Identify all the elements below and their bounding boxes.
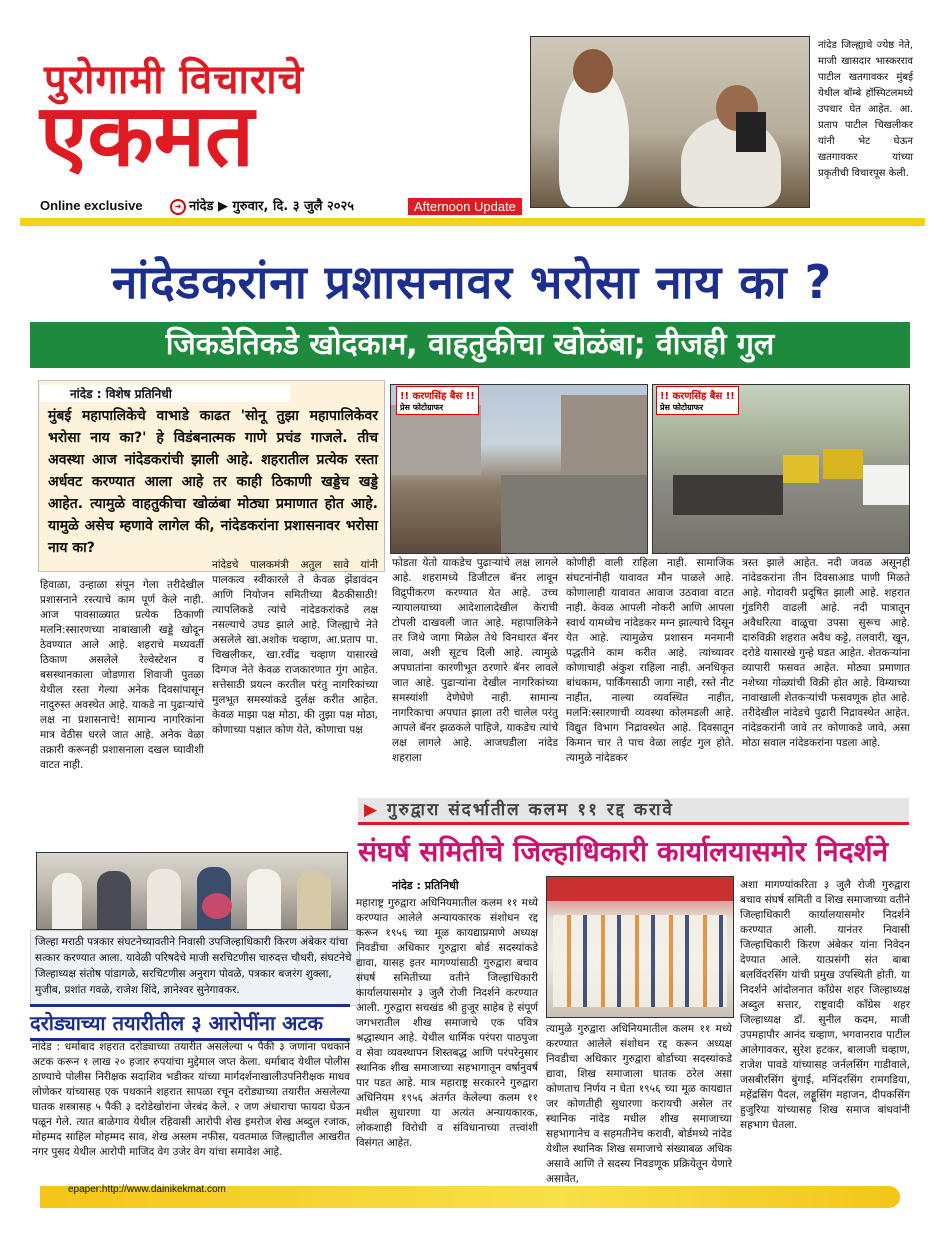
article-column-5: त्रस्त झाले आहेत. नदी जवळ असूनही नांदेडकरांना तीन दिवसाआड पाणी मिळते आहे. गोदावरी प्रदूषित झाली आहे. शहरात गुंडगिरी वाढली आहे. नदी पात्रातून अवैधरित्या वाळूचा उपसा सुरूच आहे. दारुविक्री शहरात अवैध कट्टे, तलवारी, खून, दरोडे यासारखे गुन्हे घडत आहेत. शेतकऱ्यांना व्यापारी फसवत आहेत. मोठ्या प्रमाणात नशेच्या गोळ्यांची विक्री होत आहे. विम्याच्या नावाखाली शेतकऱ्यांची फसवणूक होत आहे. तरीदेखील नांदेडचे पुढारी निद्रावस्थेत आहेत. नांदेडकरांनी जावे तर कोणाकडे जावे, असा मोठा सवाल नांदेडकरांना पडला आहे. — [742, 557, 910, 749]
masthead-tagline: पुरोगामी विचाराचे — [44, 57, 305, 103]
group-person-5 — [247, 869, 281, 929]
protest-crowd — [553, 915, 727, 1007]
photographer-name: !! करणसिंह बैस !! — [400, 391, 475, 402]
top-photo-caption: नांदेड जिल्ह्याचे ज्येष्ठ नेते, माजी खासदार भास्करराव पाटील खतगावकर मुंबई येथील बॉम्बे हॉस्पिटलमध्ये उपचार घेत आहेत. आ. प्रताप पाटील चिखलीकर यांनी भेट घेऊन खतगावकर यांच्या प्रकृतीची विचारपूस केली. — [818, 40, 913, 179]
road-surface — [501, 475, 647, 553]
photographer-name-2: !! करणसिंह बैस !! — [660, 391, 735, 402]
article-column-1: हिवाळा, उन्हाळा संपून गेला तरीदेखील प्रशासनाने रस्त्याचे काम पूर्ण केले नाही. आज पावसाळ्यात प्रत्येक ठिकाणी मलनि:स्सारणच्या नाबाखाली खड्डे खोदून ठेवण्यात आले आहे. शहराचे मध्यवर्ती ठिकाण असलेले रेल्वेस्टेशन व बसस्थानकाला जोडणारा शिवाजी पुतळा येथील रस्ता गेल्या अनेक दिवसांपासून नादुरुस्त अवस्थेत आहे. याकडे ना पुढाऱ्यांचे लक्ष ना प्रशासनाचे! सामान्य नागरिकांना मात्र वेठीस धरले जात आहे. अनेक वेळा तक्रारी करूनही प्रशासनाला दखल घ्यावीशी वाटत नाही. — [40, 579, 204, 771]
photographer-role: प्रेस फोटोग्राफर — [400, 403, 444, 412]
rickshaw-2 — [823, 449, 863, 479]
afternoon-update-badge: Afternoon Update — [408, 198, 522, 215]
lead-paragraph: मुंबई महापालिकेचे वाभाडे काढत 'सोनू तुझा महापालिकेवर भरोसा नाय का?' हे विडंबनात्मक गाणे प्रचंड गाजले. तीच अवस्था आज नांदेडकरांची झाली आहे. शहरातील प्रत्येक रस्ता अर्धवट करण्यात आला आहे तर काही ठिकाणी खड्डेच खड्डे आहेत. त्यामुळे वाहतुकीचा खोळंबा मोठ्या प्रमाणात होत आहे. यामुळे असेच म्हणावे लागेल की, नांदेडकरांना प्रशासनावर भरोसा नाय का? — [48, 408, 378, 556]
top-hospital-photo — [530, 36, 810, 208]
article-column-4: कोणीही वाली राहिला नाही. सामाजिक संघटनांनीही यावावत मौन पाळले आहे. कोणालाही यावावत आवाज उठवावा वाटत नाही. केवळ आपली नोकरी आणि आपला स्वार्थ यामध्येच नांदेडकर मग्न झाल्याचे दिसून येत आहे. त्यामुळेच प्रशासन मनमानी पद्धतीने काम करीत आहे. त्यांच्यावर कोणाचाही अंकुश राहिला नाही. अनधिकृत बांधकाम, पार्किंगसाठी जागा नाही, रस्ते नीट नाहीत, नाल्या व्यवस्थित नाहीत, मलनि:स्सारणाची व्यवस्था कोलमडली आहे. विद्युत विभाग निद्रावस्थेत आहे. दिवसातून किमान चार ते पाच वेळा लाईट गुल होते. त्यामुळे नांदेडकर — [566, 557, 734, 764]
arrest-story: नांदेड : धर्माबाद शहरात दरोड्याच्या तयारीत असलेल्या ५ पैकी ३ जणांना पथकाने अटक करून १ लाख २० हजार रुपयांचा मुद्देमाल जप्त केला. धर्माबाद येथील पोलीस ठाण्याचे पोलीस निरीक्षक सदाशिव भडीकर यांच्या मार्गदर्शनाखालीउपनिरीक्षक माधव लोणेकर यांच्यासह एक पथकाने शहरात सापळा रचून दरोड्याच्या तयारीत असलेल्या घातक शस्त्रासह ५ पैकी ३ दरोडेखोरांना जेरबंद केले. २ जण अंधाराचा फायदा घेऊन पळून गेले. त्यात बाळेगाव येथील रहिवासी आरोपी शेख इमरोज शेख अब्दुल रजाक, मोहम्मद साहिल मोहम्मद साव, शेख अस्लम नफीस, यवतमाळ जिल्ह्यातील आखरीत नगर पुसद येथील आरोपी माजिद वेग उजेर वेग यांचा समावेश आहे. — [32, 1041, 350, 1158]
protest-photo — [546, 876, 734, 1018]
building-right — [561, 395, 647, 475]
arrest-headline: दरोड्याच्या तयारीतील ३ आरोपींना अटक — [30, 1004, 350, 1041]
date-text: नांदेड ▶ गुरुवार, दि. ३ जुलै २०२५ — [189, 199, 355, 214]
sub-headline: जिकडेतिकडे खोदकाम, वाहतुकीचा खोळंबा; वीजही गुल — [30, 322, 910, 368]
lead-byline: नांदेड : विशेष प्रतिनिधी — [40, 385, 290, 402]
photographer-role-2: प्रेस फोटोग्राफर — [660, 403, 704, 412]
masthead-divider — [20, 218, 925, 226]
gurudwara-kicker — [358, 798, 909, 825]
journalists-group-photo — [36, 852, 348, 930]
car-white — [863, 465, 909, 505]
article-column-3: फोडता येतो याकडेच पुढाऱ्यांचे लक्ष लागले आहे. शहरामध्ये डिजीटल बॅनर लावून विद्रुपीकरण करण्यात येत आहे. उच्च न्यायालयाच्या आदेशालादेखील केराची टोपली दाखवली जात आहे. महापालिकेने तर जिथे जागा मिळेल तेथे विनधारत बॅनर लावा, अशी सूटच दिली आहे. त्यामुळे अपघातांना कारणीभूत ठरणारे बॅनर लावले जात आहे. पुढाऱ्यांना देखील नागरिकांच्या समस्यांशी देणेघेणे नाही. सामान्य नागरिकाचा अपघात झाला तरी चालेल परंतु आपले बॅनर झळकले पाहिजे, याकडेच त्यांचे लक्ष लागले आहे. आजघडीला नांदेड शहराला — [392, 557, 558, 764]
main-headline: नांदेडकरांना प्रशासनावर भरोसा नाय का ? — [111, 255, 833, 309]
photographer-badge-right — [656, 386, 739, 415]
epaper-link[interactable]: epaper:http://www.dainikekmat.com — [68, 1184, 226, 1195]
dateline — [170, 196, 354, 215]
kicker-text: गुरुद्वारा संदर्भातील कलम ११ रद्द करावे — [387, 800, 674, 820]
group-person-1 — [52, 873, 82, 929]
bikes-cluster — [673, 475, 783, 515]
kicker-arrow-icon: ▶ — [364, 800, 380, 820]
gurudwara-column-2: त्यामुळे गुरुद्वारा अधिनियमातील कलम ११ मध्ये करण्यात आलेले संशोधन रद्द करून अध्यक्ष निवडीचा अधिकार गुरुद्वारा बोर्डाच्या सदस्यांकडे द्यावा, शिख समाजाला घातक ठरेल असा कोणताच निर्णय न घेता १९५६ च्या मूळ कायद्यात जर कोणतीही सुधारणा करायची असेल तर स्थानिक नांदेड मधील शीख समाजाच्या सहभागानेच व सहमतीनेच करावी, बोर्डमध्ये नांदेड येथील स्थानिक शिख समाजाचे संख्याबळ अधिक असावे आणि ते सदस्य निवडणूक प्रक्रियेतून येणारे असावेत, — [546, 1023, 732, 1185]
flower-bouquet — [202, 893, 232, 919]
rickshaw-1 — [783, 455, 819, 483]
gurudwara-column-3: अशा मागण्यांकरिता ३ जुलै रोजी गुरुद्वारा बचाव संघर्ष समिती व शिख समाजाच्या वतीने जिल्हाधिकारी कार्यालयासमोर निदर्शने करण्यात आली. यानंतर निवासी जिल्हाधिकारी किरण अंबेकर यांना निवेदन देण्यात आले. यात्प्रसंगी संत बाबा बलविंदरसिंग यांची प्रमुख उपस्थिती होती. या निदर्शने आंदोलनात काँग्रेस शहर जिल्हाध्यक्ष अब्दुल सत्तार, राष्ट्रवादी काँग्रेस शहर जिल्हाध्यक्ष डॉ. सुनील कदम, माजी उपमहापौर आनंद चव्हाण, भगवानराव पाटील आलेगावकर, सुरेश हटकर, बालाजी चव्हाण, राजेश पावडे यांच्यासह जर्नलसिंग गाडीवाले, जसबीरसिंग बुंगाई, मनिंदरसिंग रामगडिया, महेंद्रसिंग पैदल, लड्डूसिंग महाजन, दीपकसिंग हुजुरिया यांच्यासह शिख समाज बांधवांनी सहभाग घेतला. — [740, 879, 910, 1131]
online-exclusive-label: Online exclusive — [40, 198, 143, 213]
building-left — [391, 405, 481, 475]
gurudwara-column-1: महाराष्ट्र गुरुद्वारा अधिनियमातील कलम ११ मध्ये करण्यात आलेले अन्यायकारक संशोधन रद्द करून १९५६ च्या मूळ कायद्याप्रमाणे अध्यक्ष निवडीचा अधिकार गुरुद्वारा बोर्ड सदस्यांकडे द्यावा, यासह इतर मागण्यांसाठी गुरुद्वारा बचाव संघर्ष समितीच्या वतीने जिल्हाधिकारी कार्यालयासमोर ३ जुलै रोजी निदर्शने करण्यात आली. गुरुद्वारा सचखंड श्री हुजूर साहेब हे संपूर्ण जगभरातील शीख समाजाचे एक पवित्र श्रद्धास्थान आहे. येथील धार्मिक परंपरा पाठपुजा व सेवा व्यवस्थापन शिस्तबद्ध आणि परंपरेनुसार स्थानिक शीख समाजाच्या सहभागातून वर्षानुवर्ष पार पडत आहे. मात्र महाराष्ट्र सरकारने गुरुद्वारा अधिनियम १९५६ अंतर्गत केलेल्या कलम ११ मधील सुधारणा या अत्यंत अन्यायकारक, लोकशाही विरोधी व संविधानाच्या तत्त्वांशी विसंगत आहेत. — [356, 897, 538, 1149]
group-person-3 — [147, 869, 181, 929]
gurudwara-byline: नांदेड : प्रतिनिधी — [392, 879, 459, 892]
protest-banner — [547, 877, 733, 901]
location-arrow-icon: ➜ — [170, 199, 186, 215]
group-person-2 — [97, 871, 131, 929]
group-photo-caption: जिल्हा मराठी पत्रकार संघटनेच्यावतीने निवासी उपजिल्हाधिकारी किरण अंबेकर यांचा सत्कार करण्यात आला. यावेळी परिषदेचे माजी सरचिटणीस चारुदत्त चौधरी, संघटनेचे जिल्हाध्यक्ष संतोष पांडागळे, सरचिटणीस अनुराग पोवळे, पत्रकार बजरंग शुक्ला, मुजीब, प्रशांत गवळे, राजेश शिंदे, ज्ञानेश्वर सुनेगावकर. — [30, 930, 360, 1006]
masthead-title: एकमत — [40, 86, 255, 186]
gurudwara-headline: संघर्ष समितीचे जिल्हाधिकारी कार्यालयासमोर निदर्शने — [358, 835, 889, 868]
article-column-2: नांदेडचे पालकमंत्री अतुल सावे यांनी पालकत्व स्वीकारले ते केवळ झेंडावंदन आणि नियोजन समितीच्या बैठकीसाठी! त्यापलिकडे त्यांचे नांदेडकरांकडे लक्ष नसल्याचे उघड झाले आहे. जिल्ह्याचे नेते असलेले खा.अशोक चव्हाण, आ.प्रताप पा. चिखलीकर, खा.रवींद्र चव्हाण यासारखे दिग्गज नेते केवळ राजकारणात गुंग आहेत. सत्तेसाठी प्रयत्न करतील परंतु नागरिकांच्या मुलभूत समस्यांकडे दुर्लक्ष करीत आहेत. केवळ माझा पक्ष मोठा, की तुझा पक्ष मोठा, कोणाच्या पक्षात कोण येते, कोणाचा पक्ष — [212, 559, 378, 736]
tablet-device — [736, 112, 766, 152]
group-person-6 — [297, 871, 331, 929]
person-right-figure — [681, 117, 781, 207]
person-left-head — [573, 49, 613, 93]
photographer-badge-left — [396, 386, 479, 415]
